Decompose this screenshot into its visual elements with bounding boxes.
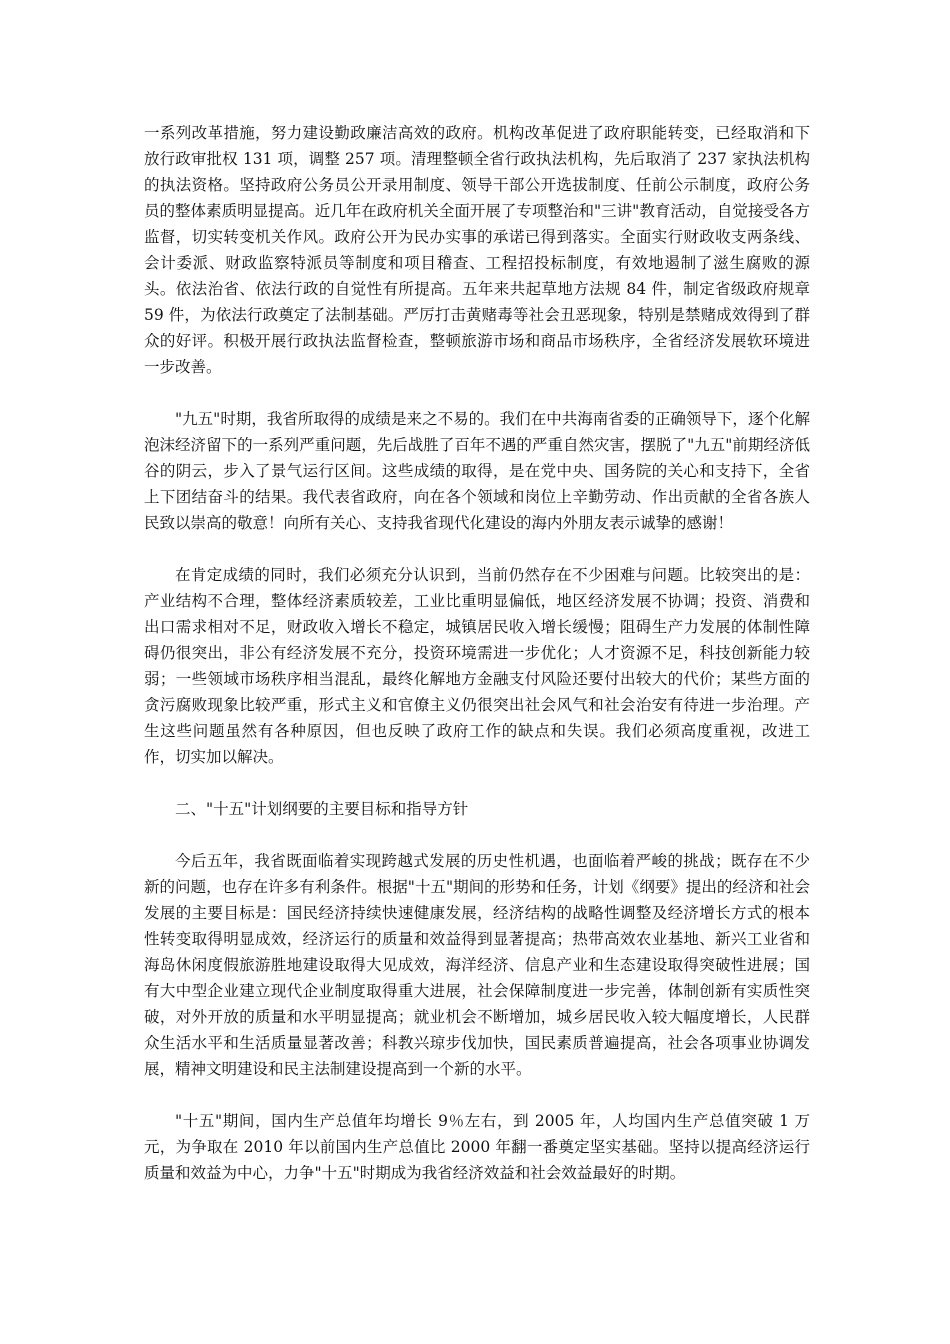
paragraph-ninth-five-year-achievements: "九五"时期，我省所取得的成绩是来之不易的。我们在中共海南省委的正确领导下，逐个化解泡沫经济留下的一系列严重问题，先后战胜了百年不遇的严重自然灾害，摆脱了"九五"前期经济低谷的阴云，步入了景气运行区间。这些成绩的取得，是在党中央、国务院的关心和支持下，全省上下团结奋斗的结果。我代表省政府，向在各个领域和岗位上辛勤劳动、作出贡献的全省各族人民致以崇高的敬意！向所有关心、支持我省现代化建设的海内外朋友表示诚挚的感谢！ bbox=[144, 410, 810, 532]
paragraph-reform-measures: 一系列改革措施，努力建设勤政廉洁高效的政府。机构改革促进了政府职能转变，已经取消和下放行政审批权 131 项，调整 257 项。清理整顿全省行政执法机构，先后取消了 237 家执法机构的执法资格。坚持政府公务员公开录用制度、领导干部公开选拔制度、任前公示制度，政府公务员的整体素质明显提高。近几年在政府机关全面开展了专项整治和"三讲"教育活动，自觉接受各方监督，切实转变机关作风。政府公开为民办实事的承诺已得到落实。全面实行财政收支两条线、会计委派、财政监察特派员等制度和项目稽查、工程招投标制度，有效地遏制了滋生腐败的源头。依法治省、依法行政的自觉性有所提高。五年来共起草地方法规 84 件，制定省级政府规章 59 件，为依法行政奠定了法制基础。严厉打击黄赌毒等社会丑恶现象，特别是禁赌成效得到了群众的好评。积极开展行政执法监督检查，整顿旅游市场和商品市场秩序，全省经济发展软环境进一步改善。 bbox=[144, 124, 810, 376]
paragraph-problems: 在肯定成绩的同时，我们必须充分认识到，当前仍然存在不少困难与问题。比较突出的是：产业结构不合理，整体经济素质较差，工业比重明显偏低，地区经济发展不协调；投资、消费和出口需求相对不足，财政收入增长不稳定，城镇居民收入增长缓慢；阻碍生产力发展的体制性障碍仍很突出，非公有经济发展不充分，投资环境需进一步优化；人才资源不足，科技创新能力较弱；一些领域市场秩序相当混乱，最终化解地方金融支付风险还要付出较大的代价；某些方面的贪污腐败现象比较严重，形式主义和官僚主义仍很突出社会风气和社会治安有待进一步治理。产生这些问题虽然有各种原因，但也反映了政府工作的缺点和失误。我们必须高度重视，改进工作，切实加以解决。 bbox=[144, 566, 810, 766]
document-page bbox=[144, 120, 810, 1212]
paragraph-gdp-target: "十五"期间，国内生产总值年均增长 9％左右，到 2005 年，人均国内生产总值突破 1 万元，为争取在 2010 年以前国内生产总值比 2000 年翻一番奠定坚实基础。坚持以提高经济运行质量和效益为中心，力争"十五"时期成为我省经济效益和社会效益最好的时期。 bbox=[144, 1112, 810, 1182]
section-heading-tenth-five-year-plan: 二、"十五"计划纲要的主要目标和指导方针 bbox=[175, 800, 469, 818]
paragraph-main-goals: 今后五年，我省既面临着实现跨越式发展的历史性机遇，也面临着严峻的挑战；既存在不少新的问题，也存在许多有利条件。根据"十五"期间的形势和任务，计划《纲要》提出的经济和社会发展的主要目标是：国民经济持续快速健康发展，经济结构的战略性调整及经济增长方式的根本性转变取得明显成效，经济运行的质量和效益得到显著提高；热带高效农业基地、新兴工业省和海岛休闲度假旅游胜地建设取得大见成效，海洋经济、信息产业和生态建设取得突破性进展；国有大中型企业建立现代企业制度取得重大进展，社会保障制度进一步完善，体制创新有实质性突破，对外开放的质量和水平明显提高；就业机会不断增加，城乡居民收入较大幅度增长，人民群众生活水平和生活质量显著改善；科教兴琼步伐加快，国民素质普遍提高，社会各项事业协调发展，精神文明建设和民主法制建设提高到一个新的水平。 bbox=[144, 852, 810, 1078]
